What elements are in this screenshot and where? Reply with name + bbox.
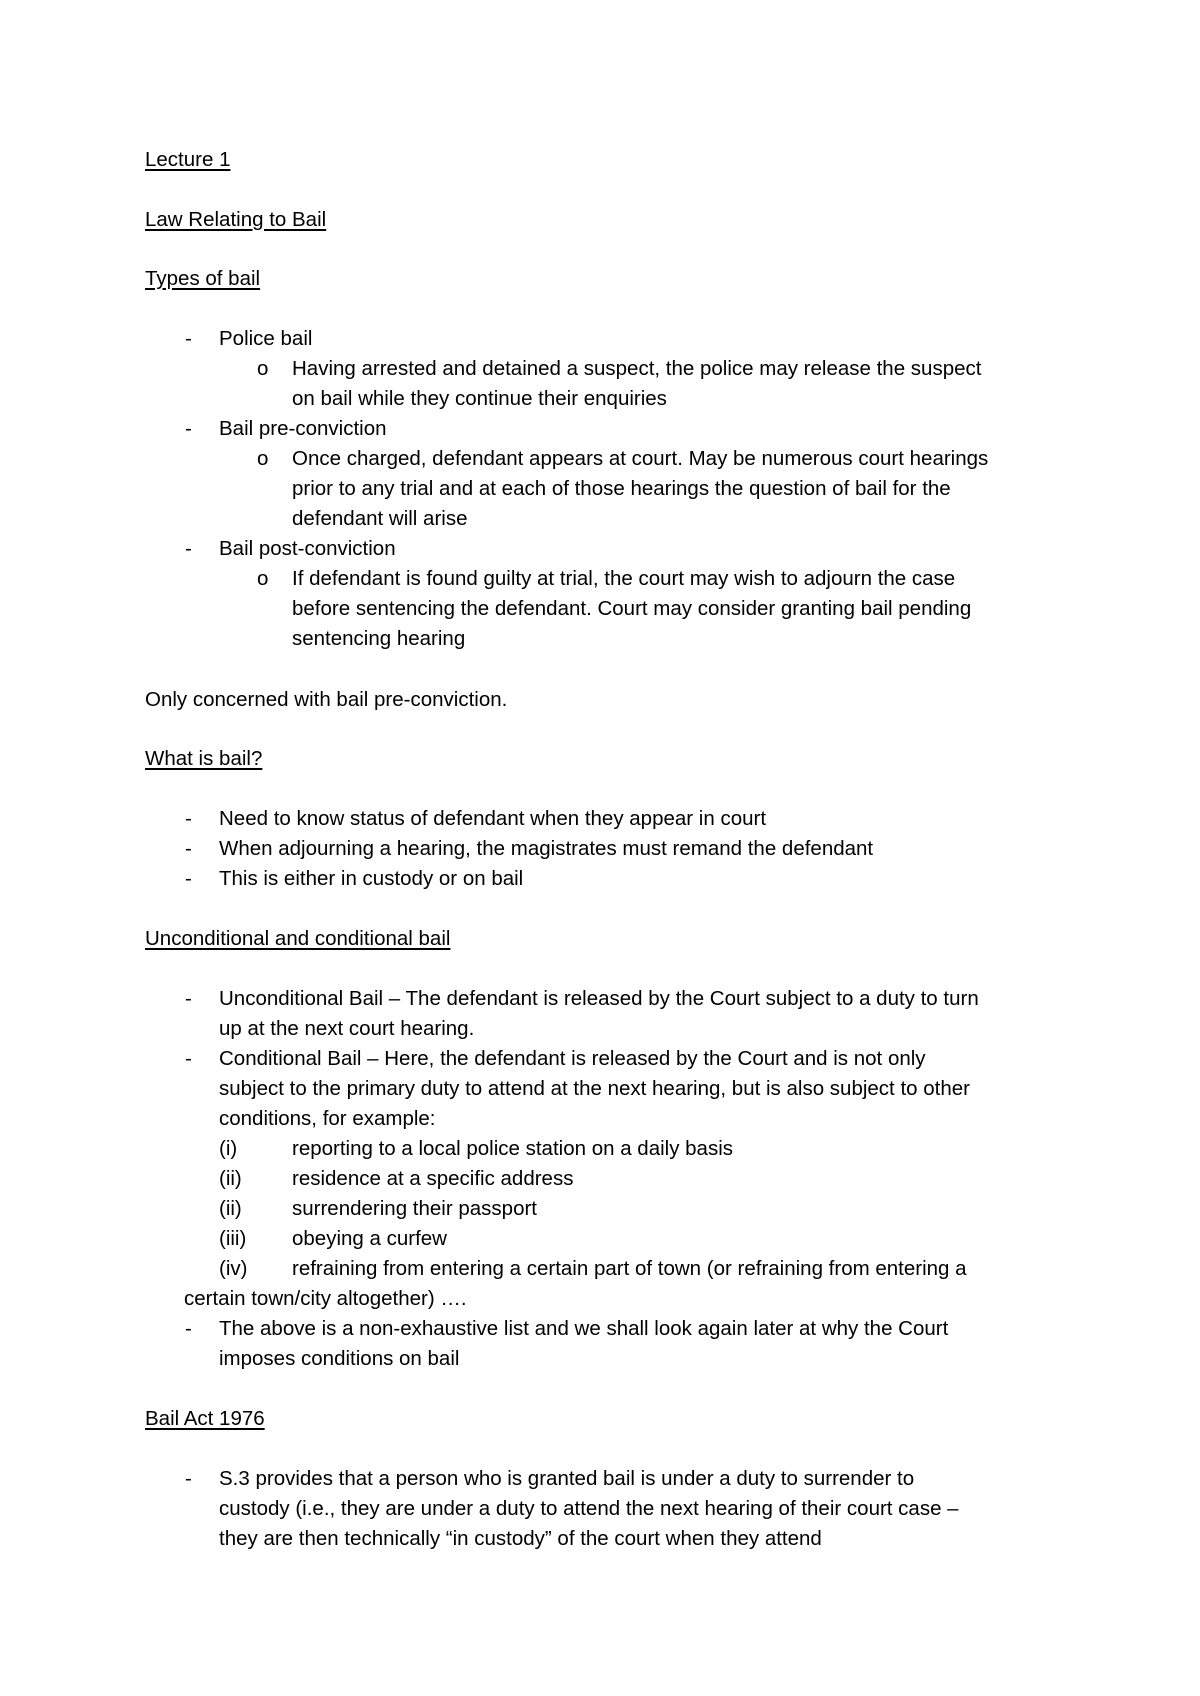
condition-number: (iv) bbox=[219, 1257, 248, 1280]
list-text: S.3 provides that a person who is granted bail is under a duty to surrender to bbox=[219, 1467, 915, 1490]
section-heading: Unconditional and conditional bail bbox=[145, 927, 451, 950]
condition-number: (i) bbox=[219, 1137, 238, 1160]
list-item: This is either in custody or on bail bbox=[219, 867, 524, 890]
condition-number: (ii) bbox=[219, 1167, 242, 1190]
lecture-heading: Lecture 1 bbox=[145, 148, 231, 171]
condition-text: surrendering their passport bbox=[292, 1197, 537, 1220]
condition-number: (iii) bbox=[219, 1227, 247, 1250]
condition-text: residence at a specific address bbox=[292, 1167, 574, 1190]
list-dash: - bbox=[185, 1047, 192, 1070]
list-item: Bail post-conviction bbox=[219, 537, 396, 560]
list-text: If defendant is found guilty at trial, the court may wish to adjourn the case bbox=[292, 567, 956, 590]
list-item: Need to know status of defendant when they appear in court bbox=[219, 807, 767, 830]
list-dash: - bbox=[185, 1317, 192, 1340]
condition-text: reporting to a local police station on a daily basis bbox=[292, 1137, 734, 1160]
list-text: prior to any trial and at each of those hearings the question of bail for the bbox=[292, 477, 951, 500]
list-item: Police bail bbox=[219, 327, 313, 350]
list-text: conditions, for example: bbox=[219, 1107, 436, 1130]
list-text: on bail while they continue their enquiries bbox=[292, 387, 667, 410]
document-title: Law Relating to Bail bbox=[145, 208, 327, 231]
condition-text: obeying a curfew bbox=[292, 1227, 447, 1250]
list-item: Bail pre-conviction bbox=[219, 417, 387, 440]
list-text: subject to the primary duty to attend at the next hearing, but is also subject to other bbox=[219, 1077, 970, 1100]
list-text: sentencing hearing bbox=[292, 627, 466, 650]
list-text: custody (i.e., they are under a duty to attend the next hearing of their court case – bbox=[219, 1497, 959, 1520]
list-dash: - bbox=[185, 807, 192, 830]
condition-continuation: certain town/city altogether) …. bbox=[184, 1287, 467, 1310]
list-item: When adjourning a hearing, the magistrates must remand the defendant bbox=[219, 837, 874, 860]
list-text: The above is a non-exhaustive list and we shall look again later at why the Court bbox=[219, 1317, 949, 1340]
section-heading: Bail Act 1976 bbox=[145, 1407, 265, 1430]
paragraph: Only concerned with bail pre-conviction. bbox=[145, 688, 508, 711]
sub-bullet: o bbox=[257, 447, 269, 470]
list-text: before sentencing the defendant. Court may consider granting bail pending bbox=[292, 597, 972, 620]
list-dash: - bbox=[185, 1467, 192, 1490]
list-dash: - bbox=[185, 417, 192, 440]
condition-text: refraining from entering a certain part of town (or refraining from entering a bbox=[292, 1257, 967, 1280]
list-text: they are then technically “in custody” of the court when they attend bbox=[219, 1527, 822, 1550]
condition-number: (ii) bbox=[219, 1197, 242, 1220]
sub-bullet: o bbox=[257, 567, 269, 590]
list-dash: - bbox=[185, 327, 192, 350]
list-text: Once charged, defendant appears at court. May be numerous court hearings bbox=[292, 447, 989, 470]
list-text: Having arrested and detained a suspect, the police may release the suspect bbox=[292, 357, 982, 380]
list-dash: - bbox=[185, 537, 192, 560]
list-text: up at the next court hearing. bbox=[219, 1017, 475, 1040]
list-text: Conditional Bail – Here, the defendant is released by the Court and is not only bbox=[219, 1047, 926, 1070]
list-text: Unconditional Bail – The defendant is released by the Court subject to a duty to turn bbox=[219, 987, 979, 1010]
section-heading: What is bail? bbox=[145, 747, 263, 770]
list-dash: - bbox=[185, 837, 192, 860]
sub-bullet: o bbox=[257, 357, 269, 380]
list-text: imposes conditions on bail bbox=[219, 1347, 460, 1370]
list-text: defendant will arise bbox=[292, 507, 468, 530]
list-dash: - bbox=[185, 867, 192, 890]
types-heading: Types of bail bbox=[145, 267, 261, 290]
list-dash: - bbox=[185, 987, 192, 1010]
